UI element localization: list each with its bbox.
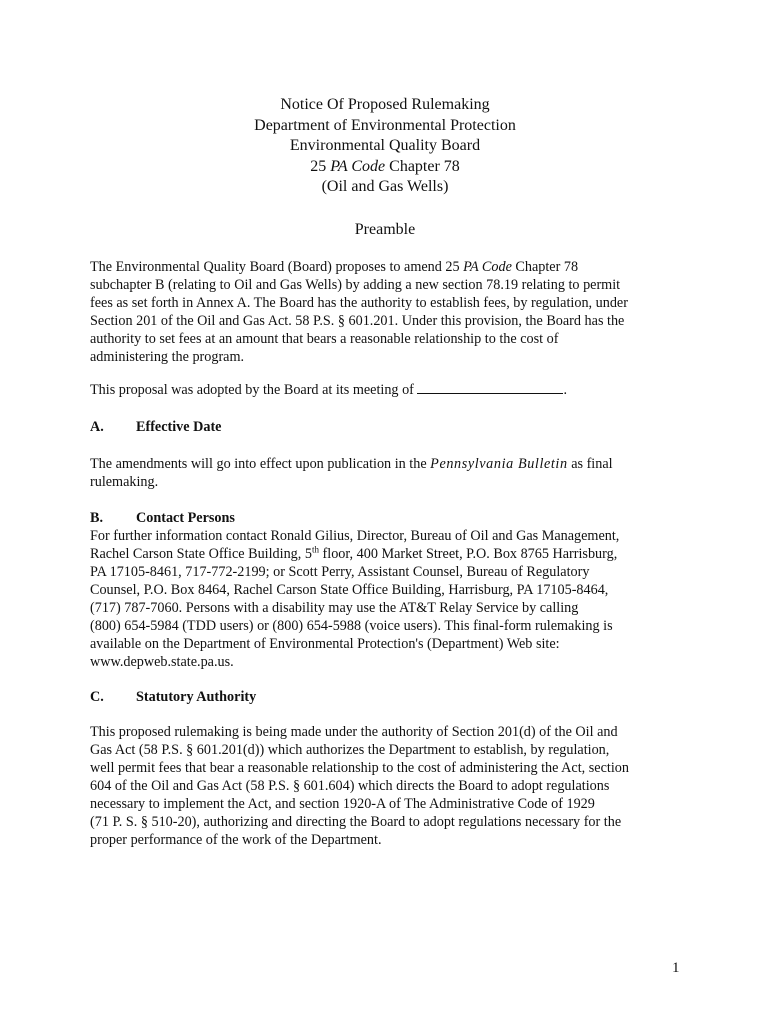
- header-code-italic: PA Code: [330, 157, 386, 175]
- section-a-line: [90, 455, 680, 473]
- header-code-chapter: [0, 157, 770, 178]
- intro-text: Chapter 78: [511, 259, 579, 275]
- intro-line: administering the program.: [90, 349, 245, 365]
- section-c-line: necessary to implement the Act, and section 1920-A of The Administrative Code of 1929: [90, 796, 595, 812]
- document-header: [0, 95, 770, 198]
- header-notice-title: Notice Of Proposed Rulemaking: [280, 96, 490, 113]
- pennsylvania-bulletin-italic: Pennsylvania Bulletin: [430, 456, 568, 472]
- section-b-paragraph: [90, 527, 680, 671]
- section-a-title: Effective Date: [136, 419, 222, 435]
- section-b-line: (800) 654-5984 (TDD users) or (800) 654-5988 (voice users). This final-form rulemaking is: [90, 618, 613, 634]
- header-subject: (Oil and Gas Wells): [321, 178, 449, 195]
- section-a-heading: [90, 418, 221, 436]
- section-b-line: [90, 545, 680, 563]
- header-code-prefix: 25: [310, 157, 331, 175]
- section-a-paragraph: [90, 455, 680, 491]
- section-b-title: Contact Persons: [136, 510, 235, 526]
- section-b-line: PA 17105-8461, 717-772-2199; or Scott Perry, Assistant Counsel, Bureau of Regulatory: [90, 564, 590, 580]
- ordinal-superscript: th: [311, 544, 319, 555]
- section-b-line: available on the Department of Environmental Protection's (Department) Web site:: [90, 636, 560, 652]
- section-b-text: Rachel Carson State Office Building, 5: [90, 546, 312, 562]
- section-c-title: Statutory Authority: [136, 689, 257, 705]
- intro-line: authority to set fees at an amount that bears a reasonable relationship to the cost of: [90, 331, 559, 347]
- section-c-line: well permit fees that bear a reasonable relationship to the cost of administering the Act, section: [90, 760, 629, 776]
- section-c-heading: [90, 688, 256, 706]
- section-c-line: 604 of the Oil and Gas Act (58 P.S. § 601.604) which directs the Board to adopt regulations: [90, 778, 610, 794]
- section-b-heading: [90, 509, 235, 527]
- section-c-line: (71 P. S. § 510-20), authorizing and directing the Board to adopt regulations necessary for the: [90, 814, 622, 830]
- section-c-paragraph: [90, 723, 680, 849]
- intro-line: subchapter B (relating to Oil and Gas Wells) by adding a new section 78.19 relating to permit: [90, 277, 621, 293]
- section-b-letter: B.: [90, 510, 104, 526]
- section-a-text: as final: [567, 456, 613, 472]
- section-c-line: Gas Act (58 P.S. § 601.201(d)) which authorizes the Department to establish, by regulation,: [90, 742, 610, 758]
- adoption-line: [90, 381, 680, 399]
- header-board: Environmental Quality Board: [289, 137, 481, 154]
- meeting-date-blank: [417, 382, 563, 394]
- section-a-letter: A.: [90, 419, 104, 435]
- adoption-text: This proposal was adopted by the Board at its meeting of: [90, 382, 418, 398]
- section-a-text: The amendments will go into effect upon publication in the: [90, 456, 431, 472]
- preamble-title: Preamble: [354, 221, 416, 238]
- adoption-paragraph: [90, 381, 680, 399]
- page-number: 1: [672, 960, 680, 976]
- intro-line: fees as set forth in Annex A. The Board has the authority to establish fees, by regulation, under: [90, 295, 628, 311]
- section-b-line: (717) 787-7060. Persons with a disability may use the AT&T Relay Service by calling: [90, 600, 579, 616]
- section-c-letter: C.: [90, 689, 104, 705]
- section-b-line: Counsel, P.O. Box 8464, Rachel Carson State Office Building, Harrisburg, PA 17105-8464,: [90, 582, 609, 598]
- header-code-suffix: Chapter 78: [385, 157, 460, 175]
- intro-text: The Environmental Quality Board (Board) proposes to amend 25: [90, 259, 464, 275]
- intro-line: [90, 258, 680, 276]
- section-b-text: floor, 400 Market Street, P.O. Box 8765 Harrisburg,: [318, 546, 618, 562]
- intro-paragraph: [90, 258, 680, 366]
- section-b-line: For further information contact Ronald Gilius, Director, Bureau of Oil and Gas Management,: [90, 528, 620, 544]
- section-c-line: This proposed rulemaking is being made under the authority of Section 201(d) of the Oil and: [90, 724, 618, 740]
- adoption-end: .: [563, 382, 567, 398]
- section-b-website: www.depweb.state.pa.us.: [90, 654, 234, 670]
- header-department: Department of Environmental Protection: [254, 116, 516, 134]
- section-c-line: proper performance of the work of the Department.: [90, 832, 382, 848]
- section-a-line: rulemaking.: [90, 474, 159, 490]
- intro-code-italic: PA Code: [463, 259, 512, 275]
- intro-line: Section 201 of the Oil and Gas Act. 58 P.S. § 601.201. Under this provision, the Board has the: [90, 313, 625, 329]
